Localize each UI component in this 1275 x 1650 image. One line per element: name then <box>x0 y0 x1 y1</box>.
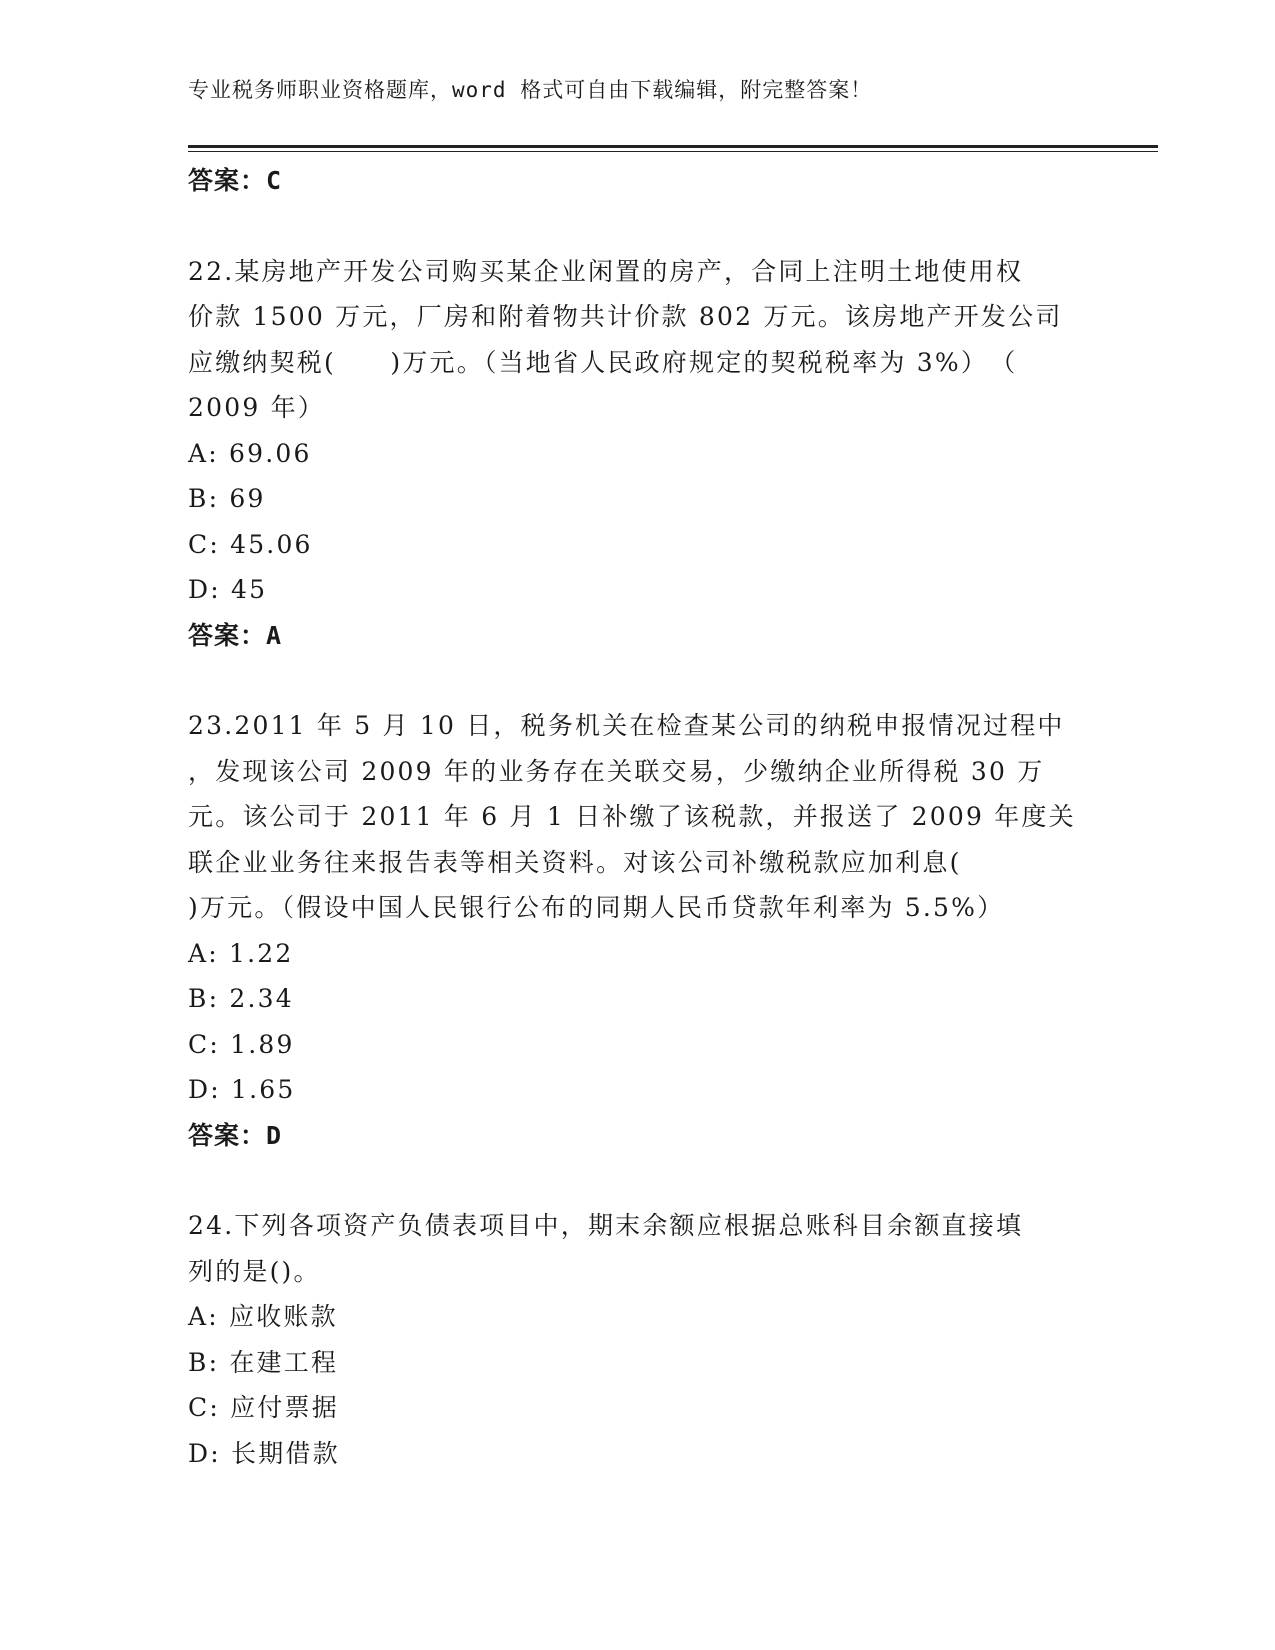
question-stem-line: )万元。（假设中国人民银行公布的同期人民币贷款年利率为 5.5%） <box>188 893 1005 922</box>
question-stem-line: 应缴纳契税( )万元。（当地省人民政府规定的契税税率为 3%） （ <box>188 347 1018 377</box>
page-header: 专业税务师职业资格题库，word 格式可自由下载编辑，附完整答案！ <box>188 78 873 102</box>
question-stem-line: 23.2011 年 5 月 10 日，税务机关在检查某公司的纳税申报情况过程中 <box>188 711 1065 740</box>
answer: 答案：A <box>188 620 283 650</box>
question-24 <box>188 1203 1088 1476</box>
option-a: A: 1.22 <box>188 938 294 968</box>
header-rule-thick <box>188 145 1158 148</box>
option-d: D: 45 <box>188 575 268 604</box>
options-list <box>188 1294 1088 1476</box>
option-b: B: 在建工程 <box>188 1347 339 1377</box>
option-d: D: 长期借款 <box>188 1438 340 1468</box>
option-c: C: 应付票据 <box>188 1393 339 1422</box>
spacer <box>188 1158 1088 1203</box>
question-stem-line: 2009 年） <box>188 393 325 422</box>
question-stem-line: 价款 1500 万元，厂房和附着物共计价款 802 万元。该房地产开发公司 <box>188 302 1063 331</box>
option-d: D: 1.65 <box>188 1075 296 1104</box>
question-stem-line: 24.下列各项资产负债表项目中，期末余额应根据总账科目余额直接填 <box>188 1211 1024 1240</box>
options-list <box>188 431 1088 613</box>
question-stem-line: 联企业业务往来报告表等相关资料。对该公司补缴税款应加利息( <box>188 847 962 877</box>
question-stem-line: 元。该公司于 2011 年 6 月 1 日补缴了该税款，并报送了 2009 年度关 <box>188 802 1076 831</box>
spacer <box>188 658 1088 703</box>
option-a: A: 应收账款 <box>188 1302 338 1331</box>
header-rule-thin <box>188 151 1158 152</box>
options-list <box>188 931 1088 1113</box>
question-stem-line: 列的是()。 <box>188 1256 321 1286</box>
option-c: C: 1.89 <box>188 1029 295 1059</box>
spacer <box>188 204 1088 249</box>
answer: 答案：D <box>188 1120 283 1150</box>
option-b: B: 69 <box>188 484 266 513</box>
option-c: C: 45.06 <box>188 529 313 559</box>
question-23 <box>188 703 1088 1158</box>
option-a: A: 69.06 <box>188 438 312 468</box>
question-22 <box>188 249 1088 659</box>
previous-answer: 答案：C <box>188 166 283 195</box>
question-stem-line: ，发现该公司 2009 年的业务存在关联交易，少缴纳企业所得税 30 万 <box>188 756 1045 786</box>
document-body <box>188 158 1088 1476</box>
question-stem-line: 22.某房地产开发公司购买某企业闲置的房产，合同上注明土地使用权 <box>188 256 1024 286</box>
option-b: B: 2.34 <box>188 984 294 1013</box>
